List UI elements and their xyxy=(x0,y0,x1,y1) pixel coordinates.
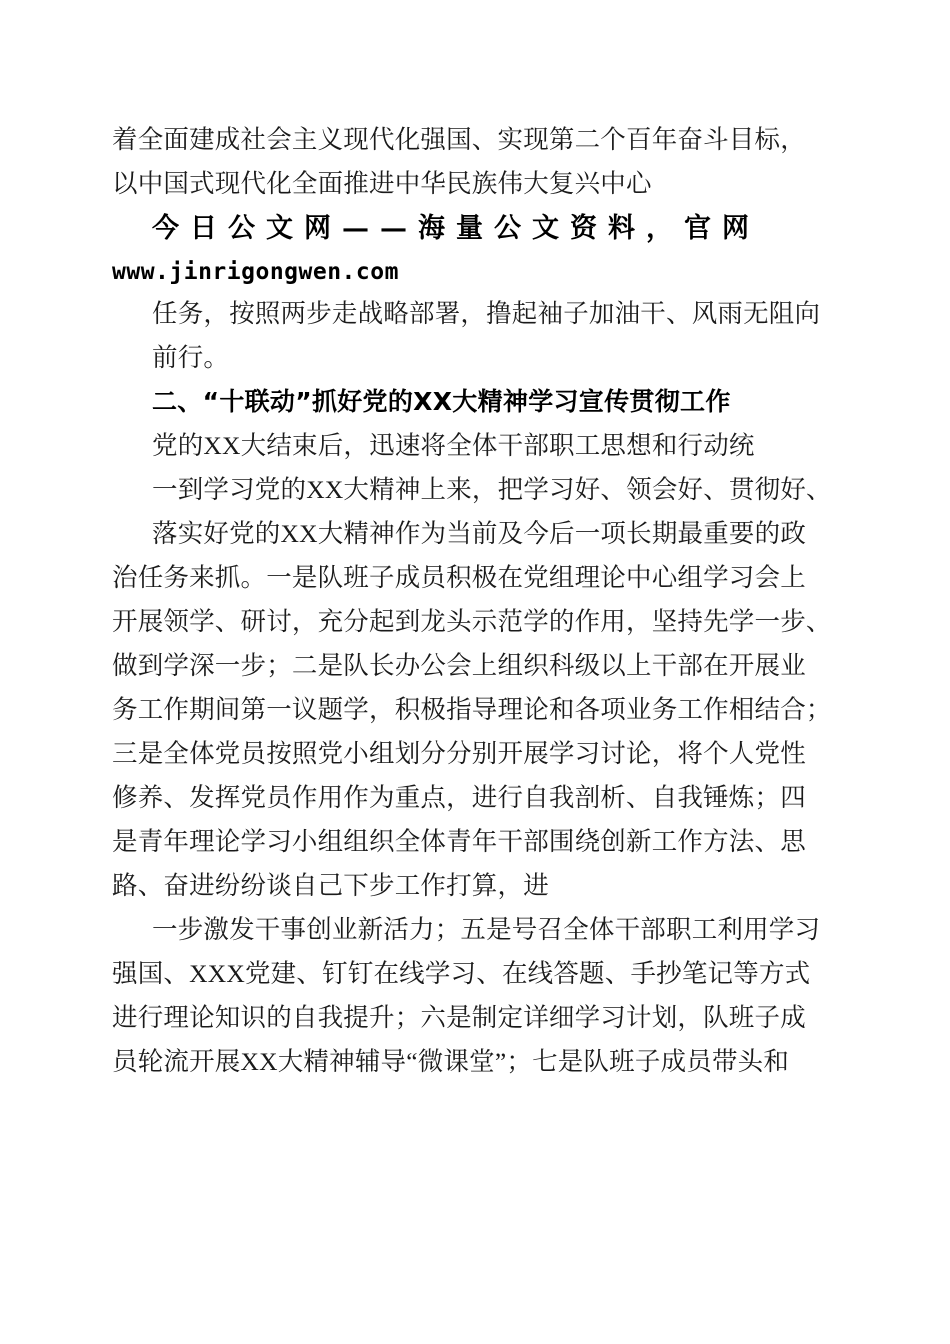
body-line: 任务，按照两步走战略部署，撸起袖子加油干、风雨无阻向 xyxy=(152,299,821,328)
body-line: 是青年理论学习小组组织全体青年干部围绕创新工作方法、思 xyxy=(112,827,806,856)
section-heading: 二、“十联动”抓好党的XX大精神学习宣传贯彻工作 xyxy=(152,387,731,416)
body-line: 落实好党的XX大精神作为当前及今后一项长期最重要的政 xyxy=(152,519,807,548)
body-line: 务工作期间第一议题学，积极指导理论和各项业务工作相结合； xyxy=(112,695,832,724)
document-body xyxy=(112,118,832,1084)
body-line: 一步激发干事创业新活力；五是号召全体干部职工利用学习 xyxy=(152,915,821,944)
body-line: 进行理论知识的自我提升；六是制定详细学习计划，队班子成 xyxy=(112,1003,806,1032)
body-line: 开展领学、研讨，充分起到龙头示范学的作用，坚持先学一步、 xyxy=(112,607,832,636)
body-line: 做到学深一步；二是队长办公会上组织科级以上干部在开展业 xyxy=(112,651,806,680)
body-line: 路、奋进纷纷谈自己下步工作打算，进 xyxy=(112,871,549,900)
body-line: 党的XX大结束后，迅速将全体干部职工思想和行动统 xyxy=(152,431,755,460)
watermark-site-url: www.jinrigongwen.com xyxy=(112,259,399,285)
body-line: 强国、XXX党建、钉钉在线学习、在线答题、手抄笔记等方式 xyxy=(112,959,811,988)
watermark-site-name: 今日公文网——海量公文资料，官网 xyxy=(152,213,760,244)
body-line: 修养、发挥党员作用作为重点，进行自我剖析、自我锤炼；四 xyxy=(112,783,806,812)
body-line: 一到学习党的XX大精神上来，把学习好、领会好、贯彻好、 xyxy=(152,475,832,504)
body-line: 着全面建成社会主义现代化强国、实现第二个百年奋斗目标， xyxy=(112,125,806,154)
body-line: 以中国式现代化全面推进中华民族伟大复兴中心 xyxy=(112,169,652,198)
body-line: 三是全体党员按照党小组划分分别开展学习讨论，将个人党性 xyxy=(112,739,806,768)
body-line: 员轮流开展XX大精神辅导“微课堂”；七是队班子成员带头和 xyxy=(112,1047,790,1076)
body-line: 前行。 xyxy=(152,343,230,372)
body-line: 治任务来抓。一是队班子成员积极在党组理论中心组学习会上 xyxy=(112,563,806,592)
